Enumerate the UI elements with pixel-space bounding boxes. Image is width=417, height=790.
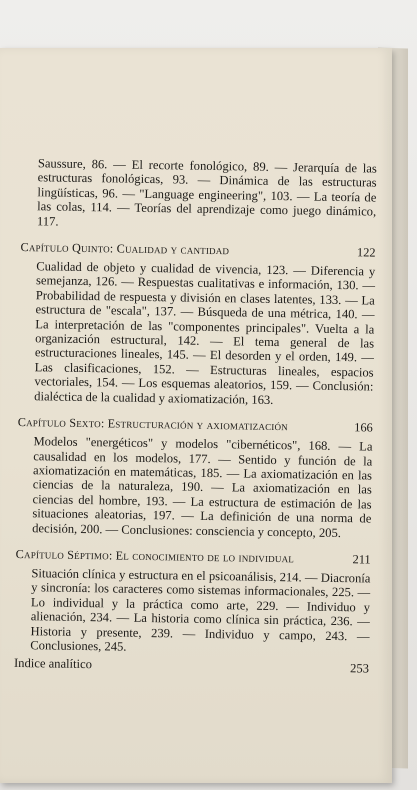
chapter-5 bbox=[18, 240, 376, 409]
chapter-body: Situación clínica y estructura en el psicoanálisis, 214. — Diacronía y sincronía: los caracteres como sistemas informacionales, 225. — Lo individual y la práctica como arte, 229. — Individuo y alienación, 234. — La historia como clínica sin práctica, 236. — Historia y presente, 239. — Individuo y campo, 243. — Conclusiones, 245. bbox=[30, 566, 371, 654]
chapter-body: Modelos "energéticos" y modelos "cibernéticos", 168. — La causalidad en los modelos, 177. — Sentido y función de la axiomatización en matemáticas, 185. — La axiomatización en las ciencias de la naturaleza, 190. — La axiomatización en las ciencias del hombre, 193. — La estructura de estimación de las situaciones aleatorias, 197. — La definición de una norma de decisión, 200. — Conclusiones: consciencia y concepto, 205. bbox=[32, 434, 373, 540]
chapter-title: Capítulo Quinto: Cualidad y cantidad bbox=[20, 240, 230, 258]
chapter-page: 166 bbox=[354, 420, 373, 435]
chapter-title: Capítulo Sexto: Estructuración y axiomatización bbox=[17, 415, 289, 434]
table-of-contents bbox=[14, 156, 377, 677]
index-label: Indice analítico bbox=[13, 656, 93, 672]
chapter-6 bbox=[16, 415, 373, 540]
chapter-title: Capítulo Séptimo: El conocimiento de lo individual bbox=[15, 546, 295, 566]
chapter-page: 211 bbox=[352, 552, 371, 567]
intro-paragraph: Saussure, 86. — El recorte fonológico, 89. — Jerarquía de las estructuras fonológicas, 93. — Dinámica de las estructuras lingüísticas, 96. — "Language engineering", 103. — La teoría de las colas, 114. — Teorías del aprendizaje como juego dinámico, 117. bbox=[36, 156, 377, 229]
chapter-body: Cualidad de objeto y cualidad de vivencia, 123. — Diferencia y semejanza, 126. — Respuestas cualitativas e información, 130. — Probabilidad de respuesta y división en clases latentes, 133. — La estructura de "escala", 137. — Búsqueda de una métrica, 140. — La interpretación de las "componentes principales". Vuelta a la organización estructural, 142. — El tema general de las estructuraciones lineales, 145. — El desorden y el orden, 149. — Las clasificaciones, 152. — Estructuras lineales, espacios vectoriales, 154. — Los esquemas aleatorios, 159. — Conclusión: dialéctica de la cualidad y axiomatización, 163. bbox=[34, 259, 376, 407]
chapter-7 bbox=[14, 547, 371, 658]
chapter-page: 122 bbox=[356, 245, 376, 260]
index-page: 253 bbox=[349, 661, 370, 676]
